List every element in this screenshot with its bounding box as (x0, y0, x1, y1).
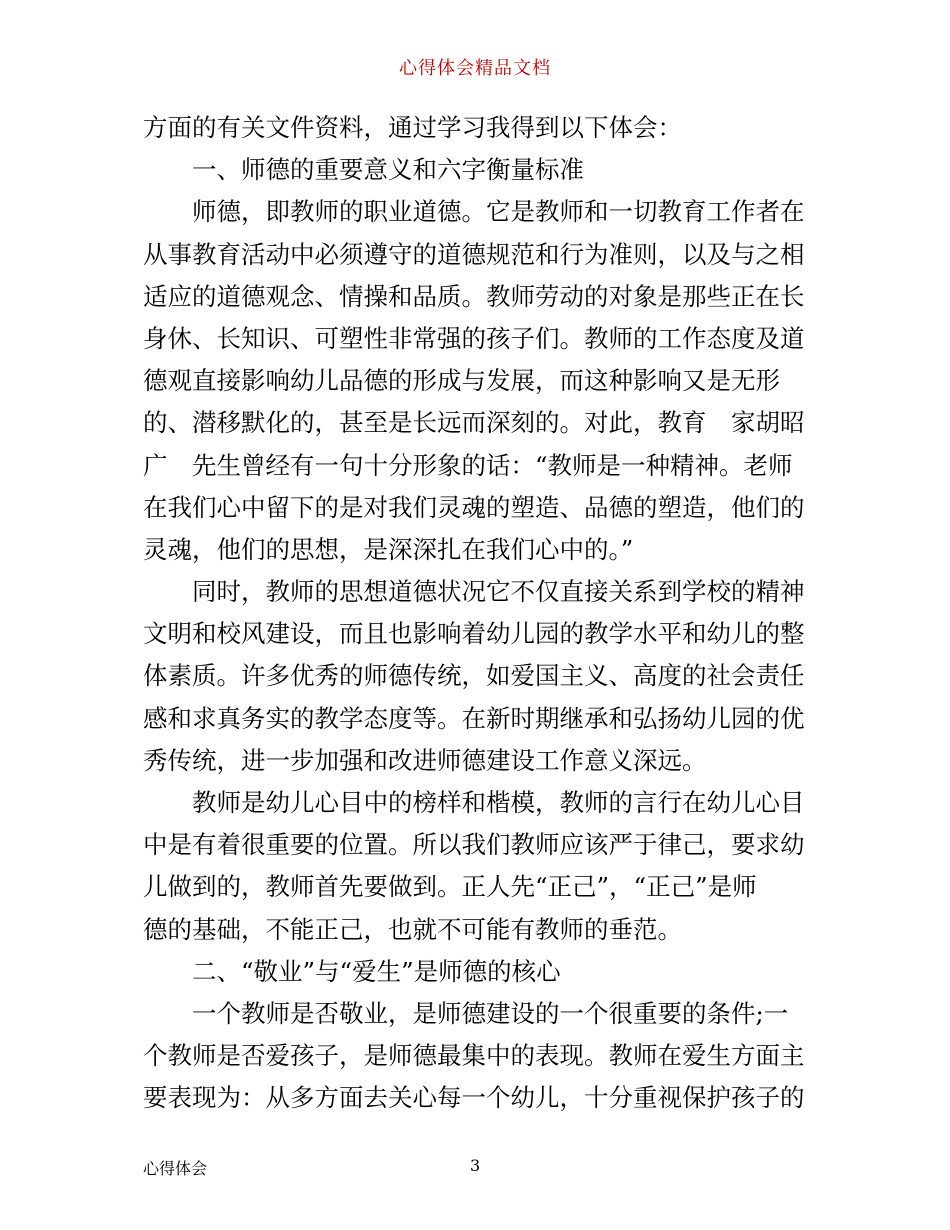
text-line: 同时，教师的思想道德状况它不仅直接关系到学校的精神 (192, 577, 805, 607)
section-heading: 一、师德的重要意义和六字衡量标准 (192, 155, 584, 185)
text-line: 从事教育活动中必须遵守的道德规范和行为准则，以及与之相 (143, 239, 805, 269)
text-line: 一个教师是否敬业，是师德建设的一个很重要的条件;一 (192, 998, 789, 1028)
text-line: 德观直接影响幼儿品德的形成与发展，而这种影响又是无形 (143, 366, 780, 396)
text-line: 在我们心中留下的是对我们灵魂的塑造、品德的塑造，他们的 (143, 492, 805, 522)
text-line: 的、潜移默化的，甚至是长远而深刻的。对此，教育 家胡昭 (143, 408, 805, 438)
text-line: 个教师是否爱孩子，是师德最集中的表现。教师在爱生方面主 (143, 1041, 805, 1071)
footer-label: 心得体会 (143, 1159, 208, 1178)
page-number: 3 (470, 1156, 481, 1175)
text-line: 文明和校风建设，而且也影响着幼儿园的教学水平和幼儿的整 (143, 619, 805, 649)
text-line: 体素质。许多优秀的师德传统，如爱国主义、高度的社会责任 (143, 661, 805, 691)
text-line: 适应的道德观念、情操和品质。教师劳动的对象是那些正在长 (143, 281, 805, 311)
text-line: 感和求真务实的教学态度等。在新时期继承和弘扬幼儿园的优 (143, 703, 805, 733)
text-line: 要表现为：从多方面去关心每一个幼儿，十分重视保护孩子的 (143, 1083, 805, 1113)
document-body (143, 107, 813, 1120)
text-line: 教师是幼儿心目中的榜样和楷模，教师的言行在幼儿心目 (192, 788, 805, 817)
page-header-title: 心得体会精品文档 (399, 58, 551, 79)
text-line: 灵魂，他们的思想，是深深扎在我们心中的。” (143, 534, 634, 564)
text-line: 儿做到的，教师首先要做到。正人先“正己”，“正己”是师 (143, 872, 757, 902)
text-line: 师德，即教师的职业道德。它是教师和一切教育工作者在 (192, 197, 805, 227)
text-line: 中是有着很重要的位置。所以我们教师应该严于律己，要求幼 (143, 830, 805, 860)
text-line: 秀传统，进一步加强和改进师德建设工作意义深远。 (143, 745, 707, 775)
text-line: 德的基础，不能正己，也就不可能有教师的垂范。 (143, 914, 682, 944)
text-line: 广 先生曾经有一句十分形象的话：“教师是一种精神。老师 (143, 450, 793, 480)
section-heading: 二、“敬业”与“爱生”是师德的核心 (192, 956, 561, 986)
text-line: 方面的有关文件资料，通过学习我得到以下体会： (143, 113, 682, 142)
text-line: 身休、长知识、可塑性非常强的孩子们。教师的工作态度及道 (143, 323, 805, 353)
